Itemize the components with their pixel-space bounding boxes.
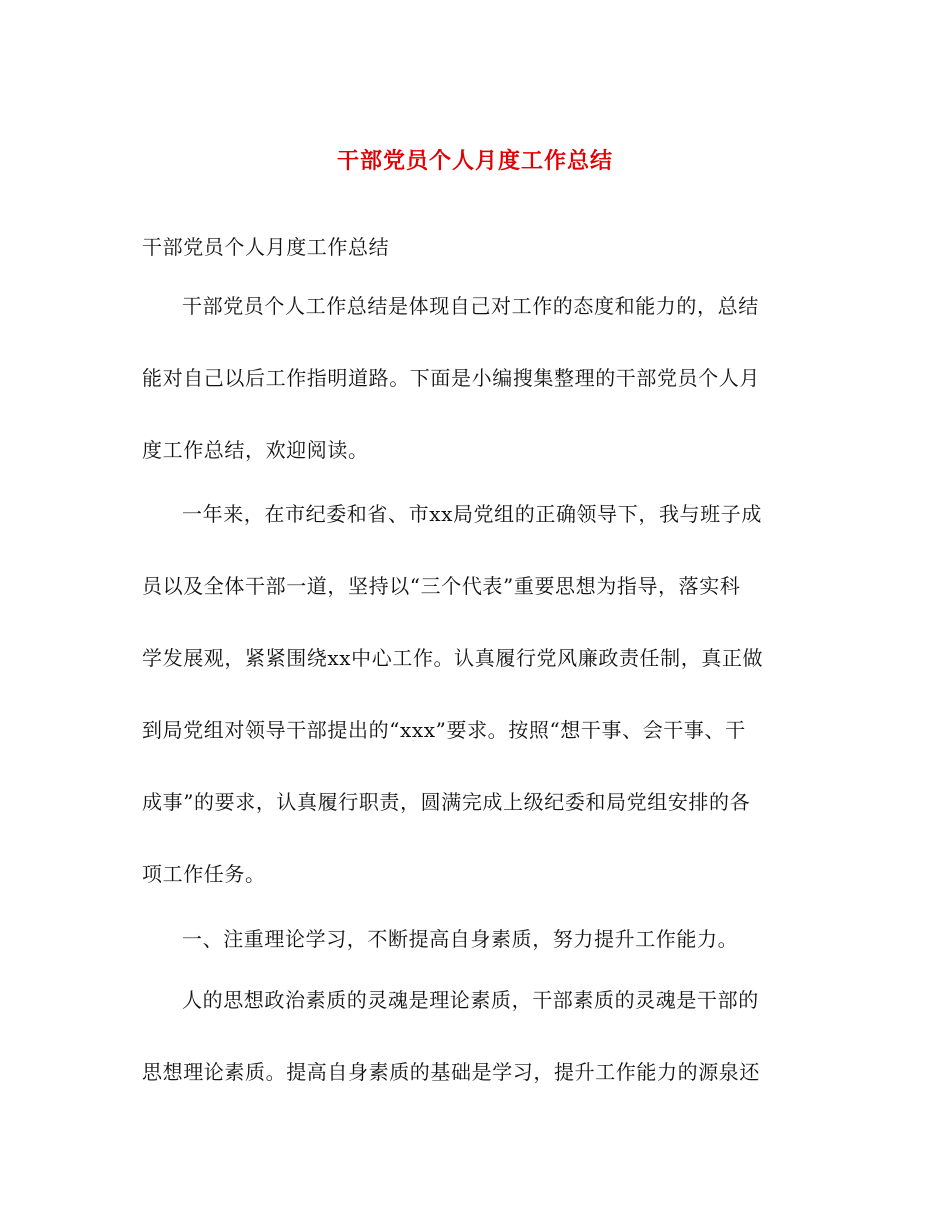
- document-subtitle: 干部党员个人月度工作总结: [142, 235, 390, 259]
- paragraph-line: 度工作总结，欢迎阅读。: [142, 438, 369, 462]
- section-heading: 一、注重理论学习，不断提高自身素质，努力提升工作能力。: [182, 927, 739, 951]
- paragraph-line: 人的思想政治素质的灵魂是理论素质，干部素质的灵魂是干部的: [182, 988, 759, 1012]
- paragraph-line: 员以及全体干部一道，坚持以“三个代表”重要思想为指导，落实科: [142, 574, 741, 598]
- paragraph-line: 干部党员个人工作总结是体现自己对工作的态度和能力的，总结: [182, 294, 759, 318]
- paragraph-line: 到局党组对领导干部提出的“xxx”要求。按照“想干事、会干事、干: [142, 718, 746, 742]
- paragraph-line: 思想理论素质。提高自身素质的基础是学习，提升工作能力的源泉还: [142, 1060, 760, 1084]
- paragraph-line: 项工作任务。: [142, 862, 266, 886]
- paragraph-line: 成事”的要求，认真履行职责，圆满完成上级纪委和局党组安排的各: [142, 790, 751, 814]
- paragraph-line: 一年来，在市纪委和省、市xx局党组的正确领导下，我与班子成: [182, 502, 762, 526]
- paragraph-line: 学发展观，紧紧围绕xx中心工作。认真履行党风廉政责任制，真正做: [142, 646, 764, 670]
- paragraph-line: 能对自己以后工作指明道路。下面是小编搜集整理的干部党员个人月: [142, 366, 760, 390]
- document-title: 干部党员个人月度工作总结: [336, 148, 613, 174]
